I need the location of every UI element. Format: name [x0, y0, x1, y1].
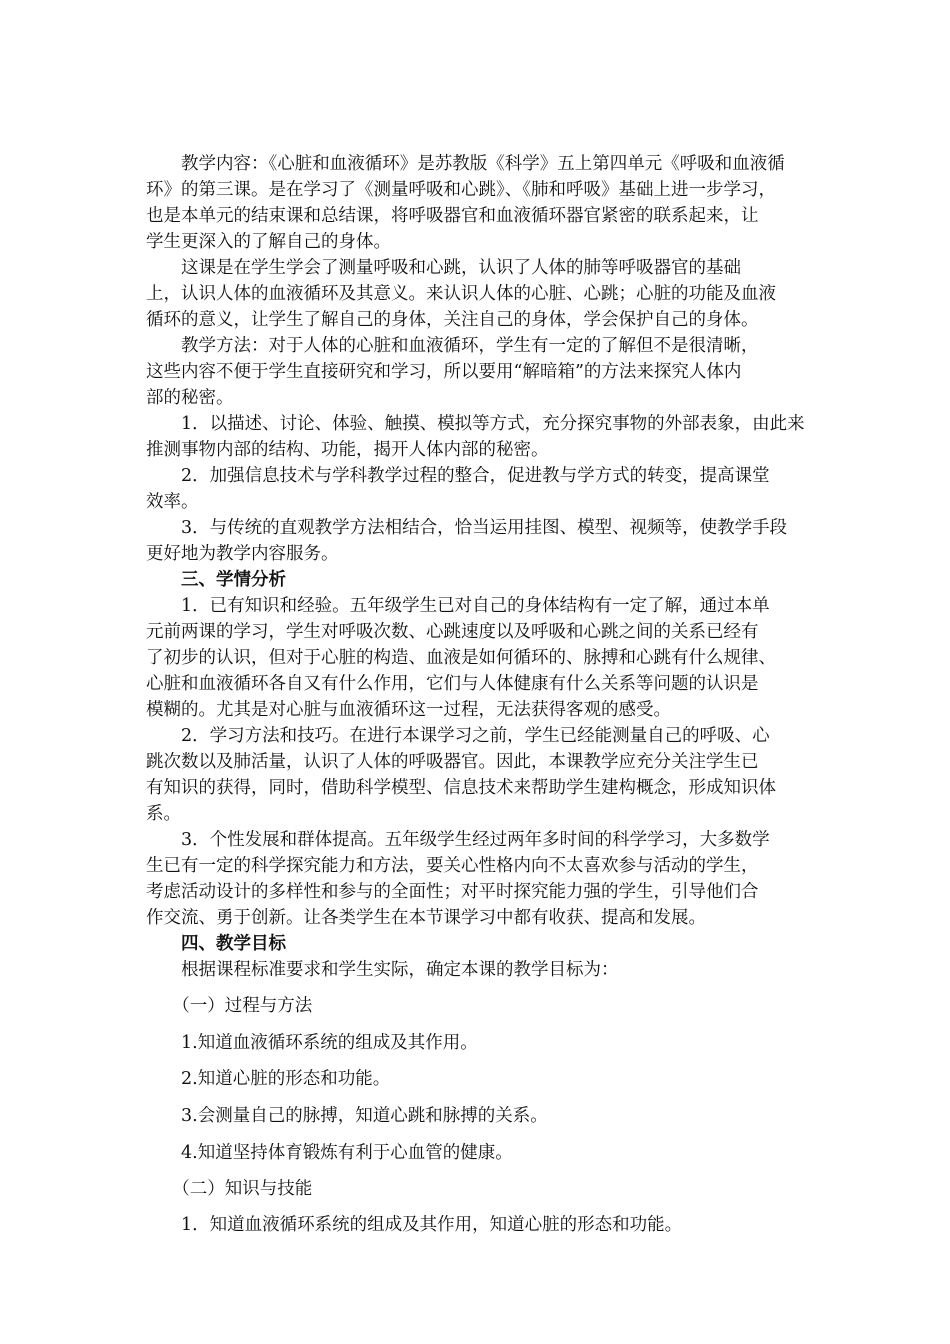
list-item: 1.知道血液循环系统的组成及其作用。 — [146, 1033, 478, 1053]
text-line: 1．已有知识和经验。五年级学生已对自己的身体结构有一定了解，通过本单 — [146, 596, 770, 616]
text-line: 这课是在学生学会了测量呼吸和心跳，认识了人体的肺等呼吸器官的基础 — [146, 258, 741, 278]
text-line: 2．加强信息技术与学科教学过程的整合，促进教与学方式的转变，提高课堂 — [146, 466, 770, 486]
text-line: 元前两课的学习，学生对呼吸次数、心跳速度以及呼吸和心跳之间的关系已经有 — [146, 622, 759, 642]
text-line: 推测事物内部的结构、功能，揭开人体内部的秘密。 — [146, 440, 549, 460]
section-heading: 四、教学目标 — [146, 934, 286, 954]
list-item: 1．知道血液循环系统的组成及其作用，知道心脏的形态和功能。 — [146, 1215, 683, 1235]
text-line: 有知识的获得，同时，借助科学模型、信息技术来帮助学生建构概念，形成知识体 — [146, 778, 776, 798]
text-line: 教学方法：对于人体的心脏和血液循环，学生有一定的了解但不是很清晰， — [146, 336, 759, 356]
text-line: 了初步的认识，但对于心脏的构造、血液是如何循环的、脉搏和心跳有什么规律、 — [146, 648, 776, 668]
section-heading: 三、学情分析 — [146, 570, 286, 590]
text-line: 教学内容：《心脏和血液循环》是苏教版《科学》五上第四单元《呼吸和血液循 — [146, 154, 785, 174]
text-line: 跳次数以及肺活量，认识了人体的呼吸器官。因此，本课教学应充分关注学生已 — [146, 752, 759, 772]
list-item: 3.会测量自己的脉搏，知道心跳和脉搏的关系。 — [146, 1106, 548, 1126]
subsection-heading: （一）过程与方法 — [146, 996, 313, 1016]
text-line: 根据课程标准要求和学生实际，确定本课的教学目标为： — [146, 960, 619, 980]
text-line: 部的秘密。 — [146, 388, 234, 408]
text-line: 3．与传统的直观教学方法相结合，恰当运用挂图、模型、视频等，使教学手段 — [146, 518, 788, 538]
text-line: 循环的意义，让学生了解自己的身体，关注自己的身体，学会保护自己的身体。 — [146, 310, 759, 330]
text-line: 3．个性发展和群体提高。五年级学生经过两年多时间的科学学习，大多数学 — [146, 830, 770, 850]
text-line: 2．学习方法和技巧。在进行本课学习之前，学生已经能测量自己的呼吸、心 — [146, 726, 770, 746]
text-line: 环》的第三课。是在学习了《测量呼吸和心跳》、《肺和呼吸》基础上进一步学习， — [146, 180, 776, 200]
text-line: 也是本单元的结束课和总结课，将呼吸器官和血液循环器官紧密的联系起来，让 — [146, 206, 759, 226]
text-line: 这些内容不便于学生直接研究和学习，所以要用“解暗箱”的方法来探究人体内 — [146, 362, 742, 382]
text-line: 生已有一定的科学探究能力和方法，要关心性格内向不太喜欢参与活动的学生， — [146, 856, 759, 876]
text-line: 学生更深入的了解自己的身体。 — [146, 232, 391, 252]
text-line: 考虑活动设计的多样性和参与的全面性；对平时探究能力强的学生，引导他们合 — [146, 882, 759, 902]
text-line: 心脏和血液循环各自又有什么作用，它们与人体健康有什么关系等问题的认识是 — [146, 674, 759, 694]
text-line: 1．以描述、讨论、体验、触摸、模拟等方式，充分探究事物的外部表象，由此来 — [146, 414, 805, 434]
text-line: 作交流、勇于创新。让各类学生在本节课学习中都有收获、提高和发展。 — [146, 908, 706, 928]
list-item: 2.知道心脏的形态和功能。 — [146, 1069, 391, 1089]
text-line: 效率。 — [146, 492, 199, 512]
text-line: 更好地为教学内容服务。 — [146, 544, 339, 564]
text-line: 模糊的。尤其是对心脏与血液循环这一过程，无法获得客观的感受。 — [146, 700, 671, 720]
subsection-heading: （二）知识与技能 — [146, 1179, 313, 1199]
list-item: 4.知道坚持体育锻炼有利于心血管的健康。 — [146, 1143, 513, 1163]
text-line: 上，认识人体的血液循环及其意义。来认识人体的心脏、心跳；心脏的功能及血液 — [146, 284, 776, 304]
text-line: 系。 — [146, 804, 181, 824]
